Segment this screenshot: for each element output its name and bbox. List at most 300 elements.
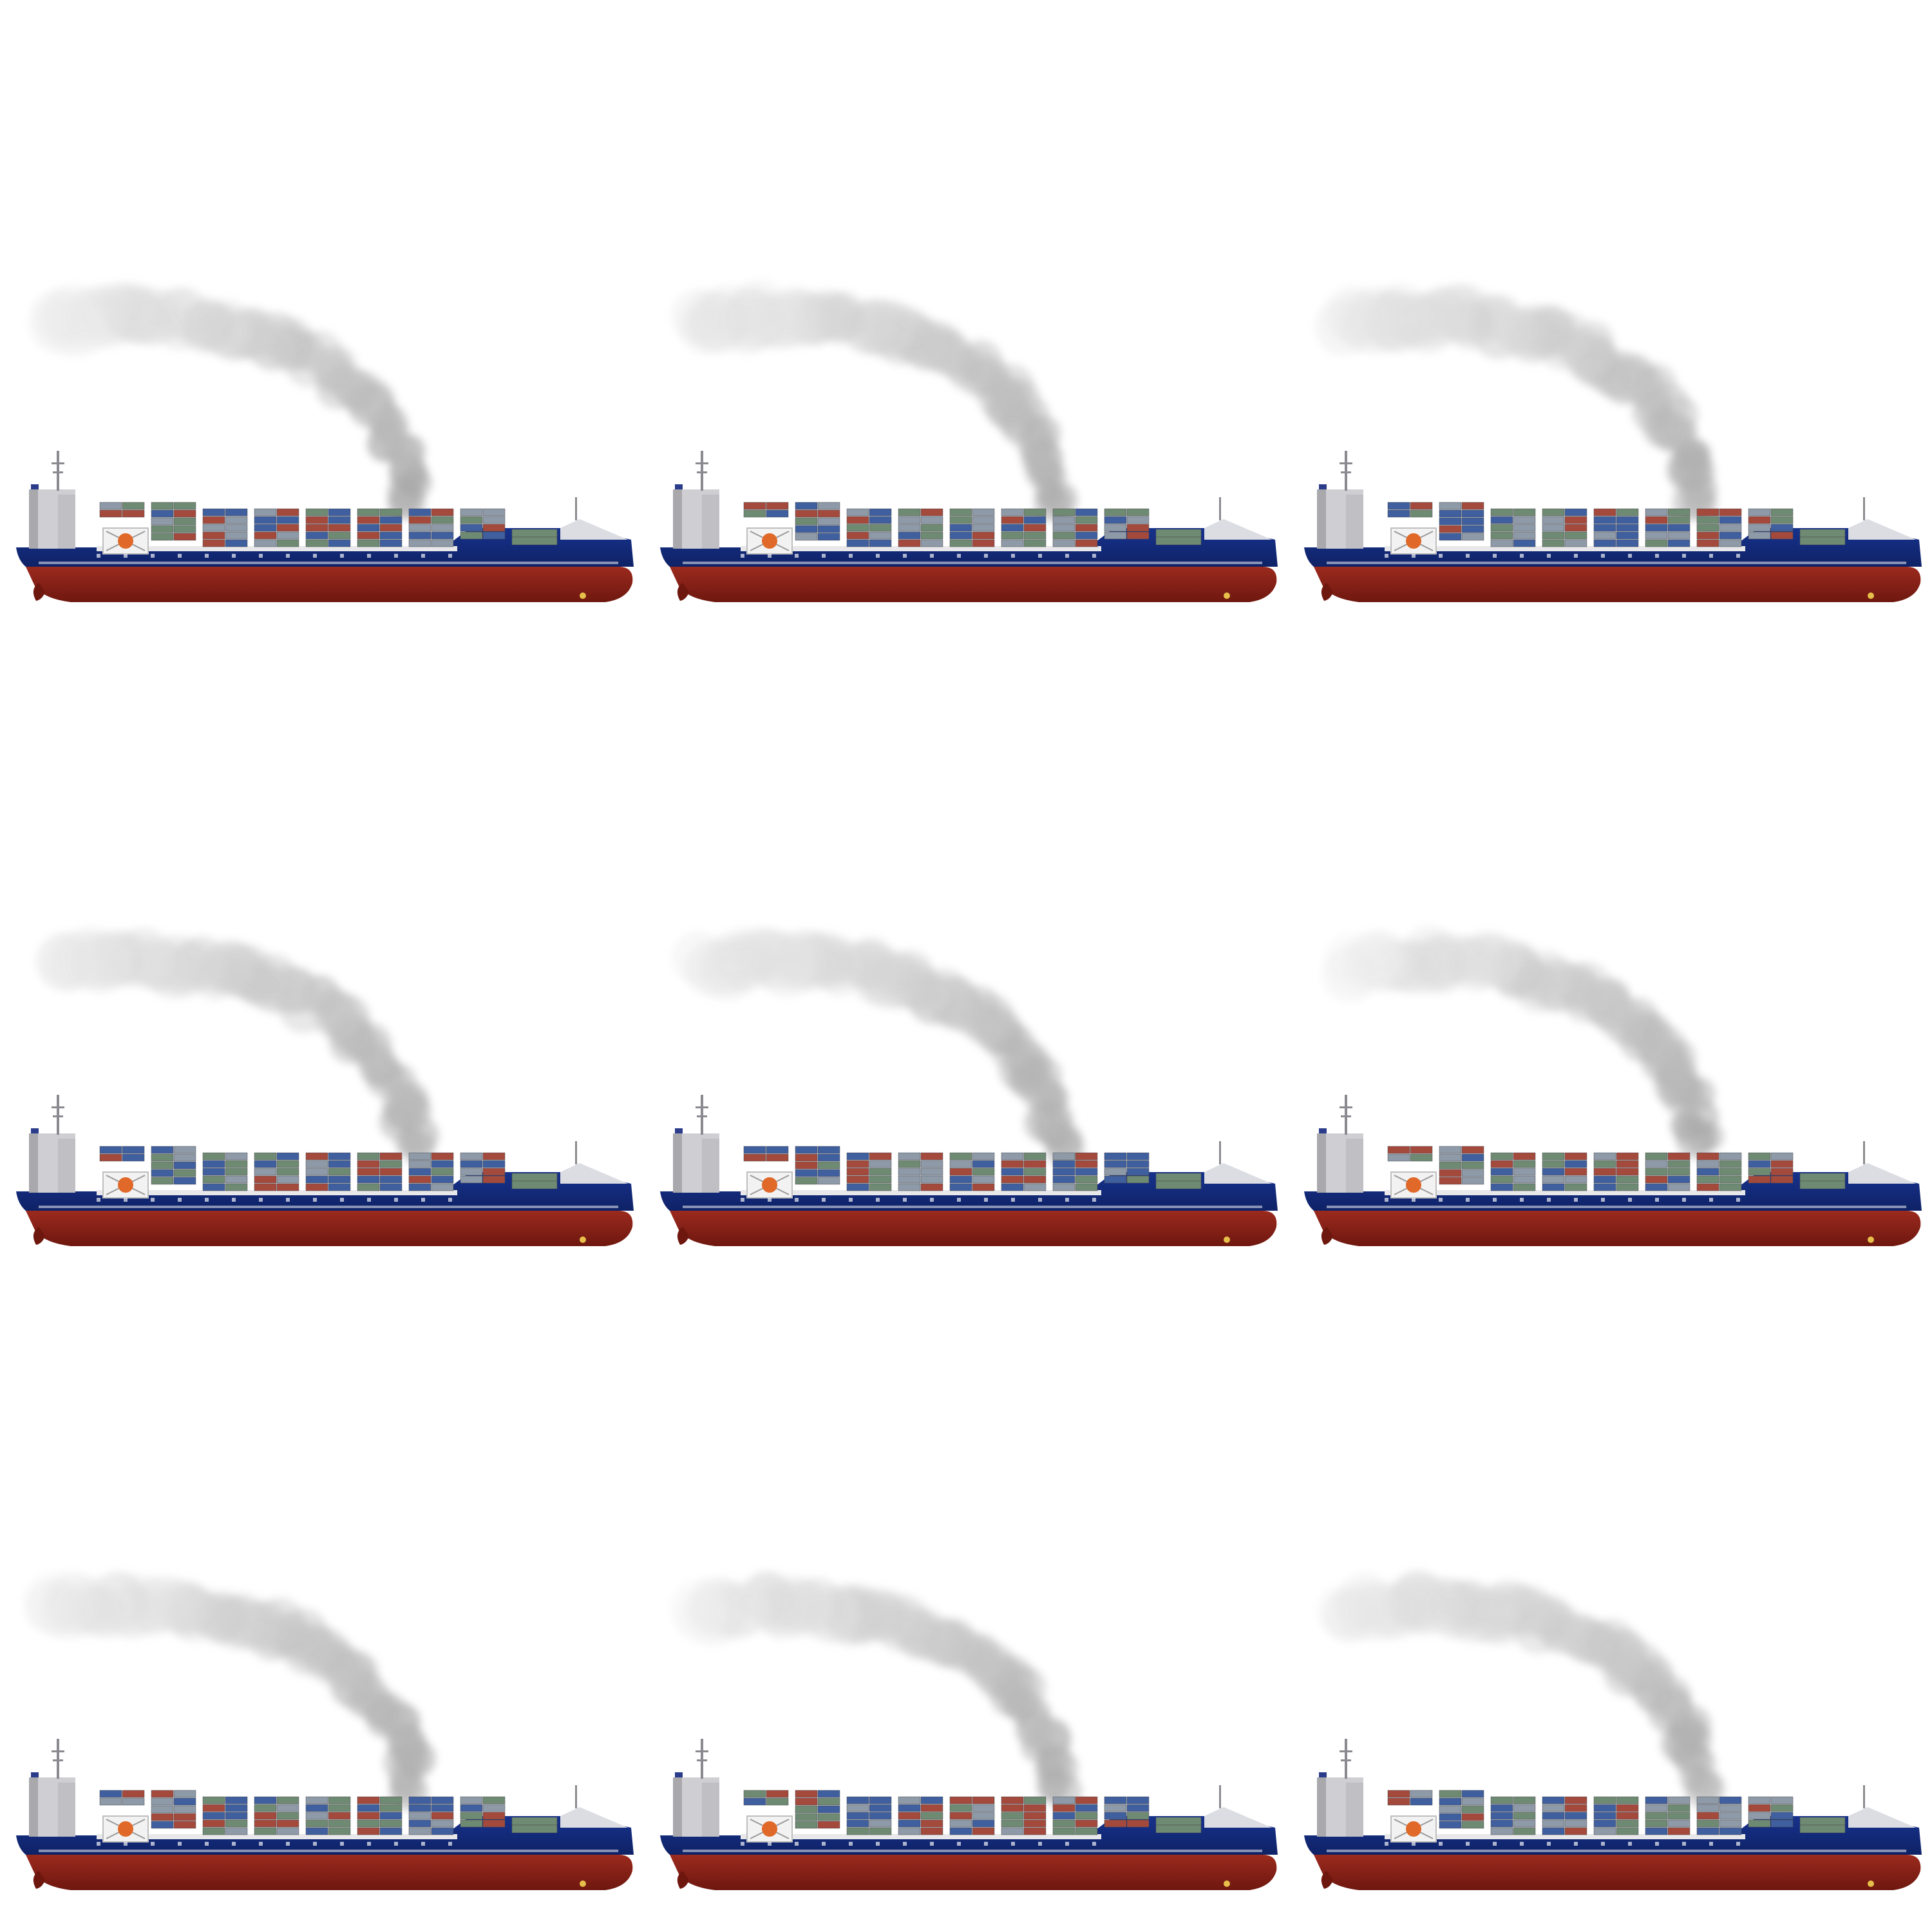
container — [1388, 1154, 1410, 1161]
container — [122, 1146, 144, 1153]
container — [306, 1168, 328, 1175]
crane-icon — [1391, 1172, 1436, 1198]
container — [1616, 509, 1638, 516]
hull-porthole — [1065, 554, 1069, 558]
container — [483, 1153, 505, 1160]
smoke-puff — [28, 298, 82, 352]
container — [898, 540, 920, 547]
bow-marker — [1868, 592, 1874, 599]
container — [1645, 1160, 1667, 1168]
superstructure-shade — [1317, 489, 1326, 549]
hull-porthole — [1655, 1198, 1659, 1202]
container — [380, 1812, 402, 1819]
container — [1719, 1168, 1741, 1175]
bridge-wing — [675, 1772, 683, 1777]
container — [1565, 1184, 1587, 1191]
hull-porthole — [1065, 1198, 1069, 1202]
bow-mast — [1863, 497, 1865, 520]
container — [1645, 516, 1667, 524]
container — [225, 1828, 247, 1835]
container — [328, 1176, 350, 1183]
hull-stripe — [683, 1206, 1262, 1208]
container — [151, 1154, 173, 1161]
container — [1771, 1168, 1793, 1175]
container — [1410, 510, 1432, 517]
hull-porthole — [205, 554, 209, 558]
container — [277, 1804, 299, 1812]
container — [869, 1168, 891, 1175]
container — [1800, 1817, 1845, 1825]
container — [1024, 1184, 1046, 1191]
container — [460, 509, 482, 516]
container — [972, 524, 994, 531]
container — [1024, 1153, 1046, 1160]
container — [1697, 1153, 1719, 1160]
container — [306, 532, 328, 539]
hull-porthole — [903, 1198, 907, 1202]
hull-porthole — [957, 1842, 961, 1846]
container — [151, 1177, 173, 1184]
container — [1491, 540, 1513, 547]
hull-stripe — [39, 1206, 618, 1208]
container — [1104, 1797, 1126, 1804]
container — [1542, 1797, 1564, 1804]
container — [328, 1153, 350, 1160]
container — [869, 1797, 891, 1804]
radar-mast-icon — [1340, 1095, 1352, 1135]
container — [921, 532, 943, 539]
container — [1001, 1176, 1023, 1183]
container — [328, 1168, 350, 1175]
mast-pole — [57, 1095, 59, 1135]
container — [950, 1820, 972, 1827]
crane-hub — [762, 1177, 777, 1193]
smoke-puff — [35, 934, 94, 992]
container — [254, 1168, 276, 1175]
container — [744, 1146, 766, 1153]
container — [1127, 1160, 1149, 1168]
hull-porthole — [1655, 1842, 1659, 1846]
crane-icon — [747, 528, 792, 554]
container — [1024, 1812, 1046, 1819]
crane-icon — [747, 1172, 792, 1198]
container — [1565, 1797, 1587, 1804]
container — [1645, 1797, 1667, 1804]
hull-porthole — [340, 1842, 344, 1846]
container — [1001, 1812, 1023, 1819]
crane-hub — [1406, 1821, 1421, 1837]
container — [203, 532, 225, 539]
container — [950, 1153, 972, 1160]
container — [766, 502, 788, 509]
container — [972, 1176, 994, 1183]
mast-arm — [1341, 1115, 1351, 1117]
container — [431, 1184, 453, 1191]
container — [151, 1162, 173, 1169]
container — [100, 510, 122, 517]
container — [1542, 509, 1564, 516]
container — [1053, 1812, 1075, 1819]
container — [151, 1821, 173, 1828]
container — [795, 510, 817, 517]
container — [921, 1184, 943, 1191]
superstructure-shade — [29, 489, 38, 549]
container — [174, 1814, 196, 1821]
crane-icon — [747, 1816, 792, 1842]
hull-porthole — [313, 1842, 317, 1846]
container — [1075, 1804, 1097, 1812]
container — [483, 524, 505, 531]
container — [1053, 516, 1075, 524]
container — [409, 1176, 431, 1183]
container — [972, 509, 994, 516]
container — [409, 1168, 431, 1175]
container — [869, 1160, 891, 1168]
container — [357, 516, 379, 524]
container — [869, 1176, 891, 1183]
hull-porthole — [795, 1198, 799, 1202]
hull-porthole — [205, 1198, 209, 1202]
container — [225, 1168, 247, 1175]
container — [1001, 1797, 1023, 1804]
container — [795, 502, 817, 509]
container — [1491, 1812, 1513, 1819]
container — [254, 1804, 276, 1812]
container — [869, 1820, 891, 1827]
container — [1156, 1825, 1201, 1833]
container — [1513, 1168, 1535, 1175]
container — [431, 516, 453, 524]
container — [1542, 1176, 1564, 1183]
smoke-puff — [1328, 941, 1383, 996]
container — [460, 1176, 482, 1183]
container — [1748, 532, 1770, 539]
container — [203, 516, 225, 524]
container — [357, 524, 379, 531]
container — [921, 1804, 943, 1812]
hull-porthole — [1466, 1842, 1470, 1846]
container — [328, 1828, 350, 1835]
container — [818, 1170, 840, 1177]
container — [1439, 1170, 1461, 1177]
superstructure-shade — [29, 1777, 38, 1837]
container — [1410, 1798, 1432, 1805]
hull-porthole — [984, 554, 988, 558]
container — [1075, 1828, 1097, 1835]
container — [1075, 524, 1097, 531]
ship-hull-lower — [670, 1855, 1276, 1890]
container — [1594, 1804, 1616, 1812]
container — [1127, 516, 1149, 524]
container — [1668, 1184, 1690, 1191]
container — [409, 1812, 431, 1819]
container — [1645, 1184, 1667, 1191]
container — [1513, 540, 1535, 547]
mast-arm — [52, 1750, 64, 1752]
container — [225, 524, 247, 531]
container — [1668, 532, 1690, 539]
container — [1668, 524, 1690, 531]
container — [766, 1154, 788, 1161]
mast-arm — [1340, 1750, 1352, 1752]
funnel — [702, 1139, 719, 1193]
container — [409, 516, 431, 524]
superstructure-shade — [1317, 1777, 1326, 1837]
container — [1748, 1153, 1770, 1160]
container — [972, 1797, 994, 1804]
container — [921, 1176, 943, 1183]
container — [483, 509, 505, 516]
container — [409, 1160, 431, 1168]
container — [277, 1153, 299, 1160]
radar-mast-icon — [696, 1095, 708, 1135]
container — [1491, 1804, 1513, 1812]
container — [1491, 509, 1513, 516]
container — [460, 1153, 482, 1160]
radar-mast-icon — [696, 1739, 708, 1779]
crane-hub — [118, 1821, 133, 1837]
container — [151, 510, 173, 517]
container — [122, 1154, 144, 1161]
container — [1719, 1184, 1741, 1191]
hull-porthole — [421, 1842, 425, 1846]
container — [1719, 1176, 1741, 1183]
container — [1104, 1176, 1126, 1183]
container — [921, 1160, 943, 1168]
bow-forecastle — [560, 1807, 628, 1828]
container — [1748, 1160, 1770, 1168]
container — [898, 1176, 920, 1183]
container — [1075, 1153, 1097, 1160]
ship-tile — [660, 1571, 1278, 1890]
hull-porthole — [151, 554, 155, 558]
container — [869, 1804, 891, 1812]
container — [869, 1153, 891, 1160]
container — [1075, 1168, 1097, 1175]
container — [1462, 533, 1484, 540]
container — [1771, 509, 1793, 516]
container — [1565, 1160, 1587, 1168]
bow-mast — [1863, 1785, 1865, 1808]
container — [460, 532, 482, 539]
container — [460, 1168, 482, 1175]
container — [1542, 524, 1564, 531]
container — [1719, 516, 1741, 524]
container — [306, 540, 328, 547]
bow-marker — [580, 1236, 586, 1243]
container — [225, 1797, 247, 1804]
container — [1462, 1162, 1484, 1169]
container — [1594, 1153, 1616, 1160]
hull-stripe — [1327, 562, 1906, 564]
container — [1616, 1176, 1638, 1183]
hull-porthole — [1574, 1842, 1578, 1846]
hull-porthole — [259, 1198, 263, 1202]
container — [1800, 537, 1845, 545]
container — [1075, 1184, 1097, 1191]
container — [1491, 1797, 1513, 1804]
container — [795, 1162, 817, 1169]
container — [1616, 540, 1638, 547]
radar-mast-icon — [52, 1739, 64, 1779]
container — [1024, 524, 1046, 531]
container — [1439, 1146, 1461, 1153]
hull-porthole — [97, 1198, 100, 1202]
container — [277, 1168, 299, 1175]
container — [1594, 524, 1616, 531]
container — [409, 1804, 431, 1812]
container — [1439, 1821, 1461, 1828]
hull-porthole — [448, 554, 452, 558]
container — [1616, 1168, 1638, 1175]
container — [818, 533, 840, 540]
hull-porthole — [1038, 1198, 1042, 1202]
container — [921, 1168, 943, 1175]
container — [409, 1153, 431, 1160]
hull-porthole — [1412, 1842, 1416, 1846]
hull-porthole — [957, 1198, 961, 1202]
ship-hull-lower — [1314, 567, 1920, 602]
container — [306, 1797, 328, 1804]
container — [460, 1797, 482, 1804]
container — [847, 1804, 869, 1812]
container — [122, 1790, 144, 1797]
container — [1565, 524, 1587, 531]
container — [1668, 1797, 1690, 1804]
smoke-puff — [1329, 290, 1384, 345]
container — [1156, 1173, 1201, 1181]
container — [869, 1812, 891, 1819]
container — [1594, 1168, 1616, 1175]
hull-porthole — [1709, 554, 1713, 558]
ship-hull-lower — [670, 567, 1276, 602]
container — [1616, 1804, 1638, 1812]
hull-porthole — [1011, 1198, 1015, 1202]
container — [1439, 1177, 1461, 1184]
hull-porthole — [205, 1842, 209, 1846]
ship-tile — [1304, 925, 1922, 1246]
container — [225, 1153, 247, 1160]
container — [225, 509, 247, 516]
container — [1491, 524, 1513, 531]
container — [380, 516, 402, 524]
hull-porthole — [1038, 554, 1042, 558]
hull-porthole — [259, 554, 263, 558]
container — [254, 516, 276, 524]
container — [306, 1820, 328, 1827]
container — [1668, 516, 1690, 524]
hull-porthole — [448, 1842, 452, 1846]
hull-porthole — [232, 1198, 236, 1202]
mast-pole — [1345, 1095, 1347, 1135]
container — [1491, 1168, 1513, 1175]
container — [277, 509, 299, 516]
container — [409, 532, 431, 539]
container — [1513, 509, 1535, 516]
container — [174, 1170, 196, 1177]
container — [225, 1820, 247, 1827]
container — [431, 524, 453, 531]
hull-porthole — [741, 1842, 744, 1846]
container — [357, 532, 379, 539]
container — [1594, 1184, 1616, 1191]
container — [1668, 1160, 1690, 1168]
container — [1668, 1820, 1690, 1827]
container — [1748, 509, 1770, 516]
container — [1001, 524, 1023, 531]
hull-porthole — [124, 1842, 128, 1846]
container — [277, 540, 299, 547]
mast-arm — [53, 1759, 63, 1761]
container — [1001, 1153, 1023, 1160]
container — [818, 1146, 840, 1153]
hull-porthole — [259, 1842, 263, 1846]
hull-porthole — [367, 554, 371, 558]
container — [277, 1820, 299, 1827]
hull-porthole — [1385, 1842, 1388, 1846]
container — [1719, 1804, 1741, 1812]
container — [254, 1153, 276, 1160]
hull-stripe — [39, 562, 618, 564]
funnel — [1346, 495, 1363, 549]
container — [1771, 1153, 1793, 1160]
container — [972, 540, 994, 547]
container — [869, 540, 891, 547]
container — [174, 526, 196, 533]
container — [1513, 532, 1535, 539]
container — [122, 502, 144, 509]
container — [972, 516, 994, 524]
container — [847, 1168, 869, 1175]
container — [460, 1804, 482, 1812]
hull-stripe — [683, 562, 1262, 564]
ship-tile — [1304, 283, 1922, 602]
container — [847, 1812, 869, 1819]
container — [1439, 502, 1461, 509]
container — [1075, 1176, 1097, 1183]
container — [1594, 1820, 1616, 1827]
hull-porthole — [394, 1198, 398, 1202]
container — [174, 1162, 196, 1169]
container — [1645, 1176, 1667, 1183]
container — [431, 1153, 453, 1160]
hull-porthole — [448, 1198, 452, 1202]
smoke-plume-icon — [35, 926, 439, 1164]
container — [1645, 509, 1667, 516]
container — [1771, 524, 1793, 531]
hull-porthole — [286, 554, 290, 558]
hull-porthole — [876, 1842, 880, 1846]
container — [203, 1153, 225, 1160]
container — [431, 1797, 453, 1804]
container — [483, 1812, 505, 1819]
container — [972, 532, 994, 539]
container — [512, 1181, 557, 1189]
container — [1513, 1812, 1535, 1819]
container — [1001, 1804, 1023, 1812]
container — [174, 1146, 196, 1153]
container — [795, 533, 817, 540]
bow-mast — [575, 497, 577, 520]
hull-porthole — [741, 1198, 744, 1202]
container — [1104, 516, 1126, 524]
container — [174, 1790, 196, 1797]
container — [100, 502, 122, 509]
container — [203, 1168, 225, 1175]
container — [225, 1160, 247, 1168]
hull-porthole — [822, 554, 826, 558]
hull-porthole — [1628, 1842, 1632, 1846]
